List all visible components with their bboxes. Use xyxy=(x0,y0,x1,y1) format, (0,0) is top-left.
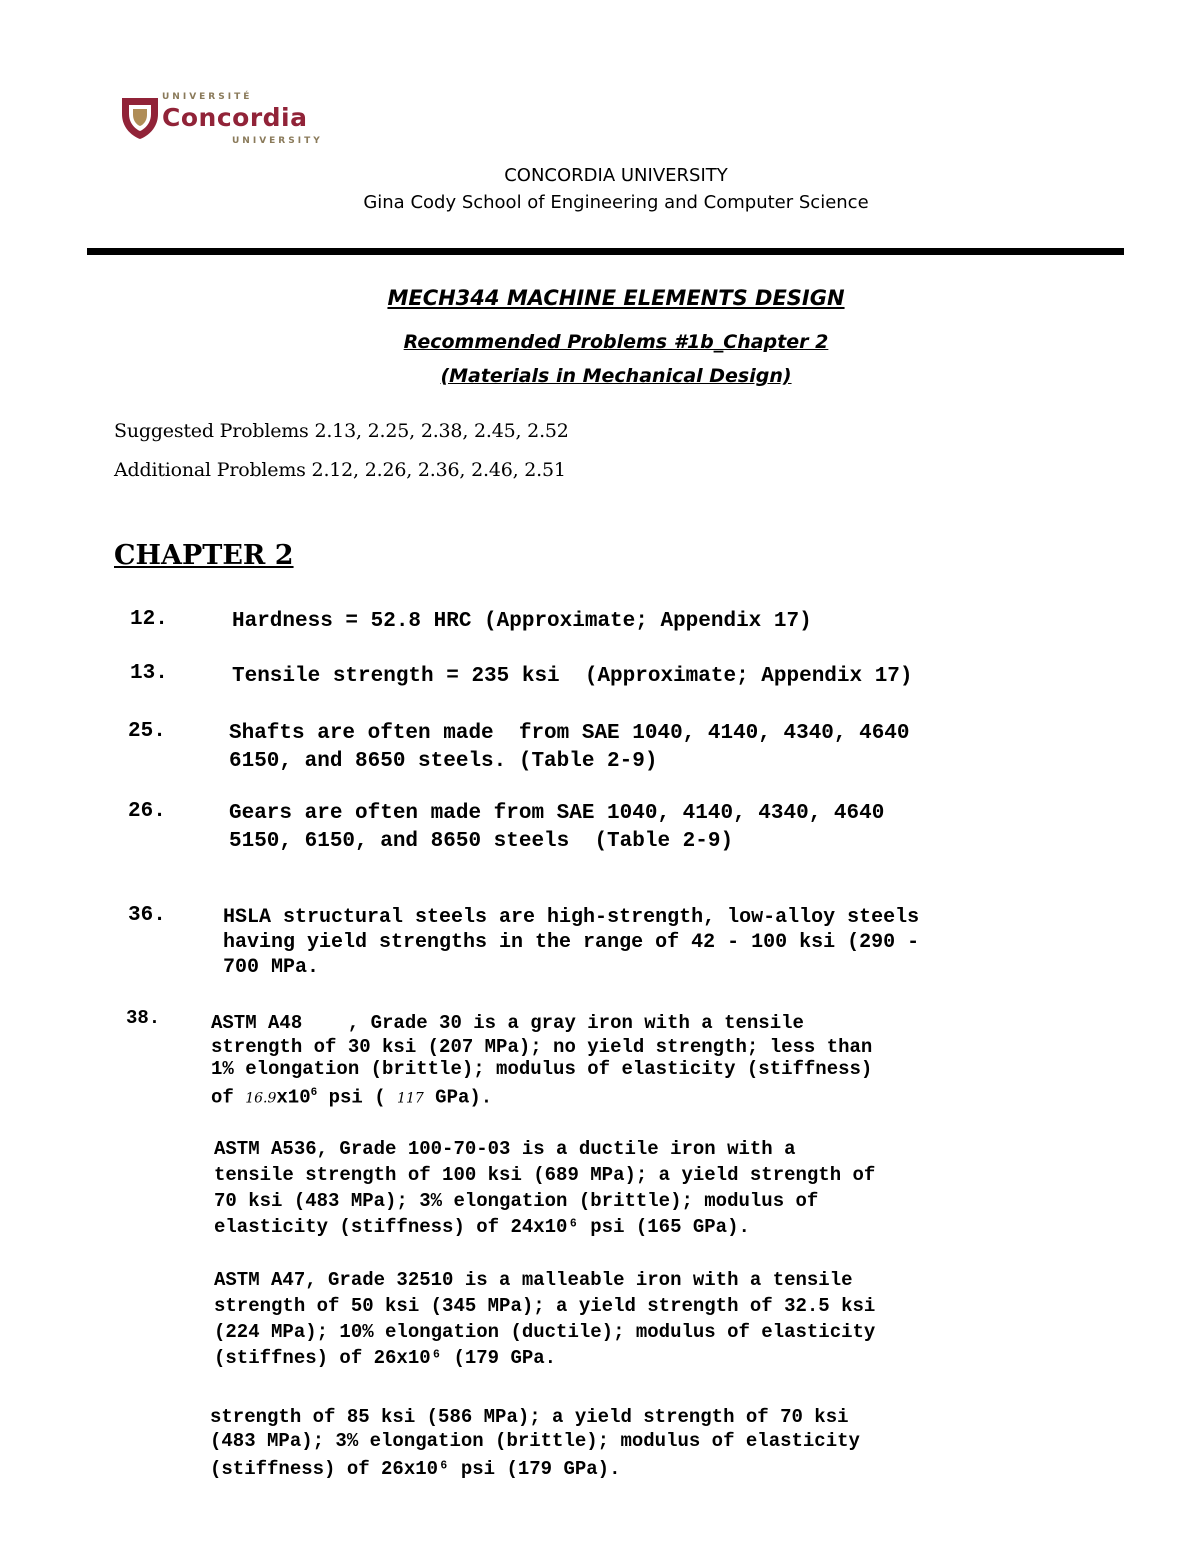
answer-line: ASTM A48 , Grade 30 is a gray iron with a tensile xyxy=(211,1012,804,1034)
header-divider xyxy=(87,248,1124,255)
paragraph-line: ASTM A47, Grade 32510 is a malleable iron with a tensile xyxy=(214,1269,853,1291)
answer-line: strength of 30 ksi (207 MPa); no yield strength; less than xyxy=(211,1036,873,1058)
answer-line: 1% elongation (brittle); modulus of elasticity (stiffness) xyxy=(211,1058,873,1080)
paragraph-line: (stiffnes) of 26x10⁶ (179 GPa. xyxy=(214,1347,557,1369)
answer-number: 36. xyxy=(128,904,166,927)
paragraph-line: tensile strength of 100 ksi (689 MPa); a yield strength of xyxy=(214,1164,876,1186)
paragraph-line: (483 MPa); 3% elongation (brittle); modulus of elasticity xyxy=(210,1430,860,1452)
shield-icon xyxy=(120,96,160,140)
course-subtitle: Recommended Problems #1b_Chapter 2 xyxy=(403,331,829,353)
answer-line: Shafts are often made from SAE 1040, 4140, 4340, 4640 xyxy=(229,722,910,745)
answer-number: 25. xyxy=(128,720,166,743)
paragraph-line: (stiffness) of 26x10⁶ psi (179 GPa). xyxy=(210,1458,621,1480)
paragraph-line: strength of 50 ksi (345 MPa); a yield strength of 32.5 ksi xyxy=(214,1295,876,1317)
handwritten-value: 16.9 xyxy=(245,1090,277,1107)
answer-number: 38. xyxy=(126,1007,161,1029)
logo-bottom-text: UNIVERSITY xyxy=(232,136,323,146)
paragraph-line: ASTM A536, Grade 100-70-03 is a ductile iron with a xyxy=(214,1138,796,1160)
answer-number: 13. xyxy=(130,662,168,685)
answer-line: having yield strengths in the range of 42 - 100 ksi (290 - xyxy=(223,931,920,954)
paragraph-line: (224 MPa); 10% elongation (ductile); modulus of elasticity xyxy=(214,1321,876,1343)
paragraph-line: elasticity (stiffness) of 24x10⁶ psi (165 GPa). xyxy=(214,1216,750,1238)
course-topic: (Materials in Mechanical Design) xyxy=(440,365,792,387)
logo-top-text: UNIVERSITÉ xyxy=(162,92,253,102)
school-name: Gina Cody School of Engineering and Computer Science xyxy=(363,192,869,213)
answer-line: 6150, and 8650 steels. (Table 2-9) xyxy=(229,750,658,773)
course-title: MECH344 MACHINE ELEMENTS DESIGN xyxy=(387,286,845,310)
additional-problems: Additional Problems 2.12, 2.26, 2.36, 2.46, 2.51 xyxy=(114,459,566,481)
paragraph-line: 70 ksi (483 MPa); 3% elongation (brittle); modulus of xyxy=(214,1190,819,1212)
university-logo xyxy=(120,92,330,152)
paragraph-line: strength of 85 ksi (586 MPa); a yield strength of 70 ksi xyxy=(210,1406,849,1428)
handwritten-value: 117 xyxy=(397,1090,424,1107)
chapter-heading: CHAPTER 2 xyxy=(114,540,294,571)
suggested-problems: Suggested Problems 2.13, 2.25, 2.38, 2.45, 2.52 xyxy=(114,420,569,442)
answer-number: 26. xyxy=(128,800,166,823)
university-name: CONCORDIA UNIVERSITY xyxy=(504,165,728,186)
answer-line: HSLA structural steels are high-strength, low-alloy steels xyxy=(223,906,920,929)
answer-line: Gears are often made from SAE 1040, 4140, 4340, 4640 xyxy=(229,802,885,825)
answer-number: 12. xyxy=(130,608,168,631)
answer-line: Hardness = 52.8 HRC (Approximate; Appendix 17) xyxy=(232,610,812,633)
answer-line-modulus: of $16.9x10^6$ psi ( 117 GPa). xyxy=(211,1086,493,1109)
answer-line: 5150, 6150, and 8650 steels (Table 2-9) xyxy=(229,830,734,853)
logo-name: Concordia xyxy=(162,103,308,132)
answer-line: Tensile strength = 235 ksi (Approximate; Appendix 17) xyxy=(232,665,913,688)
answer-line: 700 MPa. xyxy=(223,956,320,979)
